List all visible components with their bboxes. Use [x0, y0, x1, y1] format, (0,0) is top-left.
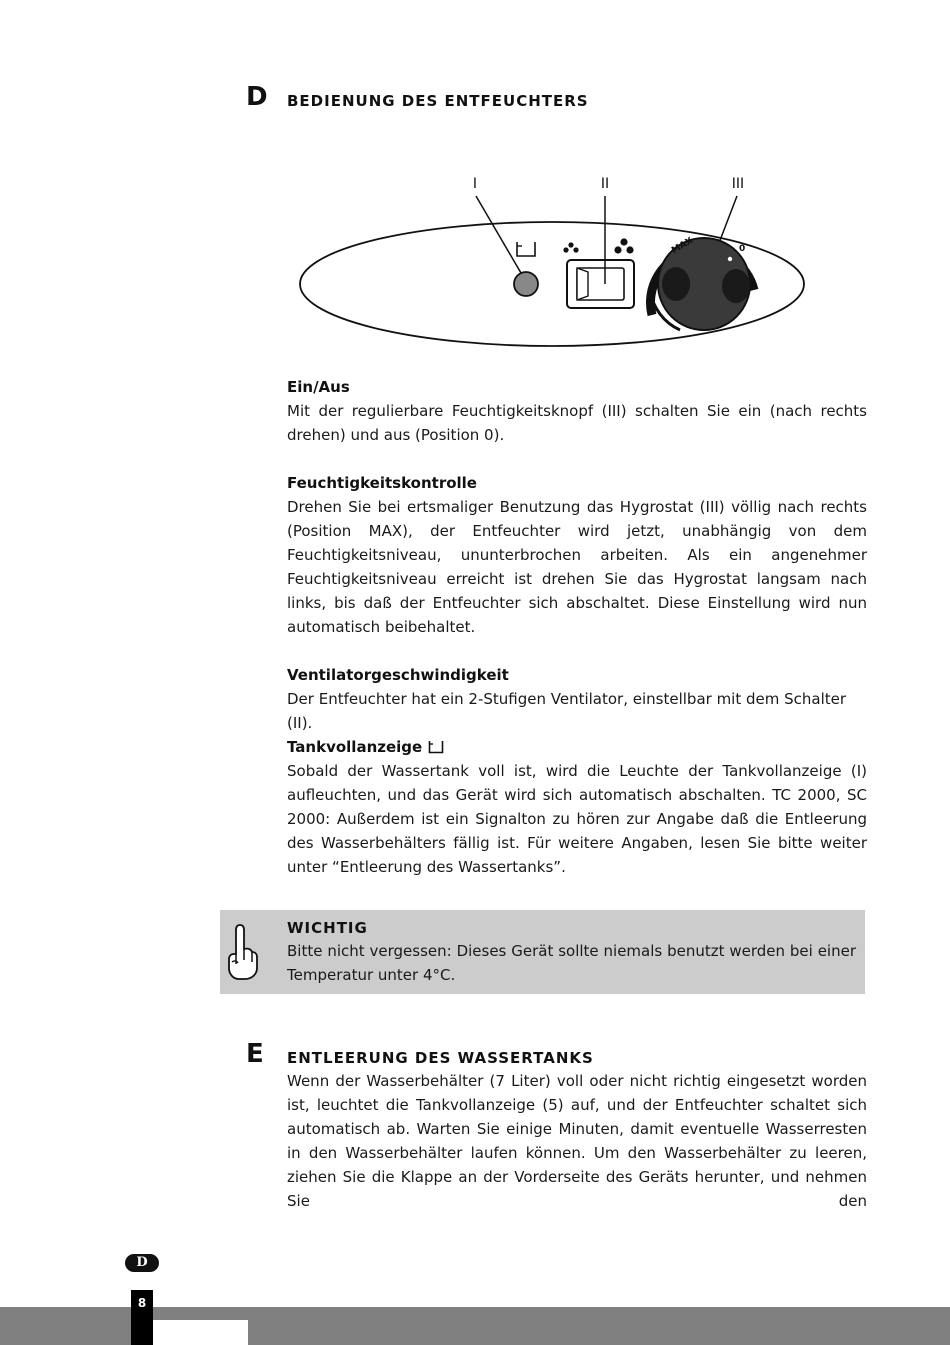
pointing-hand-icon [224, 922, 260, 982]
callout-label-i: I [472, 176, 478, 192]
important-notice-title: WICHTIG [287, 919, 368, 937]
dial-max-label: MAX [670, 235, 695, 257]
tankvollanzeige-text: Sobald der Wassertank voll ist, wird die Leuchte der Tankvollanzeige (I) aufleuchten, und das Gerät wird sich automatisch abschalten. TC 2000, SC 2000: Außerdem ist ein Signalton zu hören zur Angabe daß die Entleerung des Wasserbehälters fällig ist. Für weitere Angaben, lesen Sie bitte weiter unter “Entleerung des Wassertanks”. [287, 762, 867, 876]
section-heading-e: ENTLEERUNG DES WASSERTANKS [287, 1049, 594, 1067]
tank-full-lamp [514, 272, 538, 296]
page-number: 8 [137, 1296, 147, 1310]
dial-zero-label: 0 [739, 244, 746, 254]
feuchtigkeitskontrolle-heading: Feuchtigkeitskontrolle [287, 474, 477, 492]
feuchtigkeitskontrolle-text: Drehen Sie bei ertsmaliger Benutzung das Hygrostat (III) völlig nach rechts (Position MAX), der Entfeuchter wird jetzt, unabhängig von dem Feuchtigkeitsniveau, ununterbrochen arbeiten. Als ein angenehmer Feuchtigkeitsniveau erreicht ist drehen Sie das Hygrostat langsam nach links, bis daß der Entfeuchter sich abschaltet. Diese Einstellung wird nun automatisch beibehaltet. [287, 498, 867, 636]
ein-aus-heading: Ein/Aus [287, 378, 350, 396]
tank-full-inline-icon [428, 740, 444, 754]
callout-label-ii: II [600, 176, 610, 192]
language-badge: D [125, 1254, 159, 1272]
ventilator-heading: Ventilatorgeschwindigkeit [287, 666, 509, 684]
callout-label-iii: III [731, 176, 745, 192]
fan-switch[interactable] [567, 260, 634, 308]
ventilator-text: Der Entfeuchter hat ein 2-Stufigen Ventilator, einstellbar mit dem Schalter (II). [287, 690, 847, 732]
control-panel-diagram [290, 170, 820, 360]
footer-notch [153, 1320, 248, 1345]
section-letter-e: E [246, 1039, 264, 1069]
section-letter-d: D [246, 82, 268, 112]
important-notice-box [220, 910, 865, 994]
tankvollanzeige-heading: Tankvollanzeige [287, 738, 423, 756]
section-heading-d: BEDIENUNG DES ENTFEUCHTERS [287, 92, 589, 110]
important-notice-text: Bitte nicht vergessen: Dieses Gerät sollte niemals benutzt werden bei einer Temperatur unter 4°C. [287, 942, 856, 984]
page-number-tab [131, 1290, 153, 1345]
ein-aus-text: Mit der regulierbare Feuchtigkeitsknopf (III) schalten Sie ein (nach rechts drehen) und aus (Position 0). [287, 402, 867, 444]
tankvollanzeige-heading-row [287, 738, 444, 756]
section-e-text: Wenn der Wasserbehälter (7 Liter) voll oder nicht richtig eingesetzt worden ist, leuchtet die Tankvollanzeige (5) auf, und der Entfeuchter schaltet sich automatisch ab. Warten Sie einige Minuten, damit eventuelle Wasserresten in den Wasserbehälter laufen können. Um den Wasserbehälter zu leeren, ziehen Sie die Klappe an der Vorderseite des Geräts herunter, und nehmen Sie den [287, 1072, 867, 1210]
